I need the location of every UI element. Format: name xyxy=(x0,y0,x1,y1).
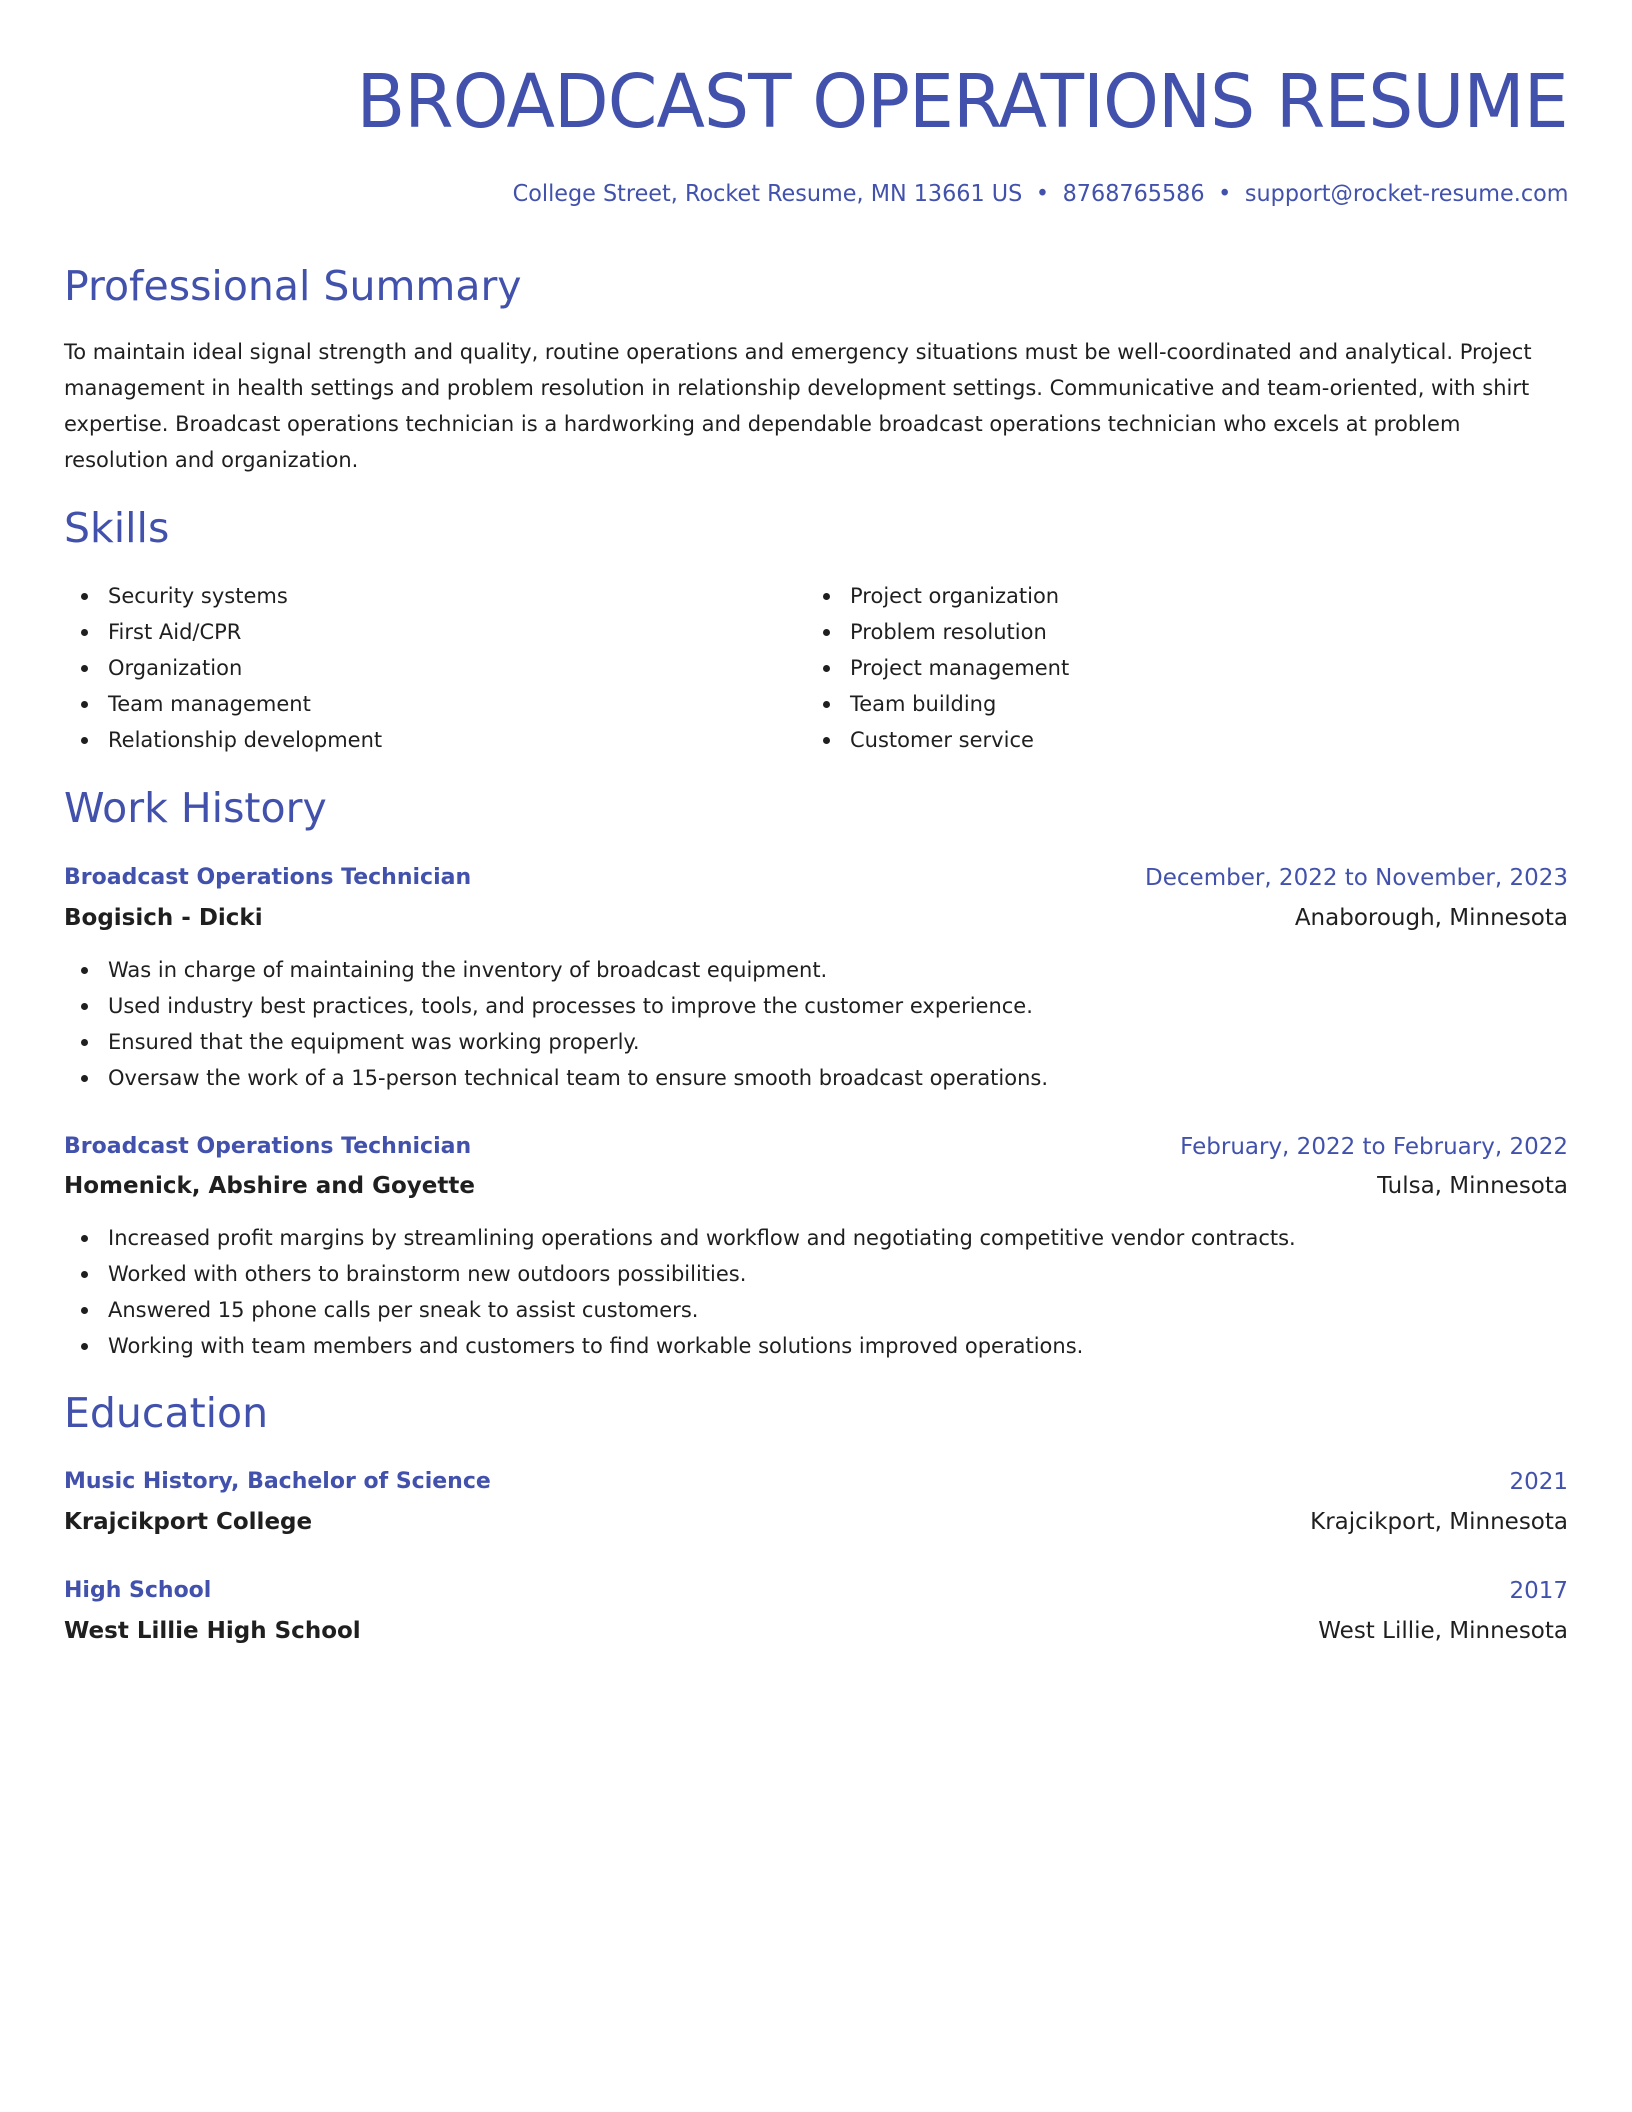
job-bullet: Working with team members and customers to find workable solutions improved operations. xyxy=(108,1328,1296,1364)
education-year: 2021 xyxy=(1509,1469,1568,1495)
contact-email[interactable]: support@rocket-resume.com xyxy=(1244,181,1568,207)
job-bullets xyxy=(64,1220,1296,1364)
skill-item: Security systems xyxy=(108,578,382,614)
job-location: Anaborough, Minnesota xyxy=(1294,905,1568,931)
education-degree: Music History, Bachelor of Science xyxy=(64,1469,491,1494)
skills-list-left xyxy=(64,578,382,758)
summary-text: To maintain ideal signal strength and quality, routine operations and emergency situations must be well-coordinated and analytical. Project management in health settings and problem resolution in relationship development settings. Communicative and team-oriented, with shirt expertise. Broadcast operations technician is a hardworking and dependable broadcast operations technician who excels at problem resolution and organization. xyxy=(64,340,1532,472)
education-heading: Education xyxy=(64,1389,269,1437)
skills-list-right xyxy=(806,578,1069,758)
education-school: West Lillie High School xyxy=(64,1618,361,1644)
job-bullet: Ensured that the equipment was working properly. xyxy=(108,1024,1048,1060)
work-history-heading: Work History xyxy=(64,784,327,832)
education-location: Krajcikport, Minnesota xyxy=(1310,1509,1568,1535)
skill-item: First Aid/CPR xyxy=(108,614,382,650)
job-company: Homenick, Abshire and Goyette xyxy=(64,1173,475,1199)
education-school: Krajcikport College xyxy=(64,1509,313,1535)
job-dates: December, 2022 to November, 2023 xyxy=(1145,865,1568,891)
job-bullet: Answered 15 phone calls per sneak to assist customers. xyxy=(108,1292,1296,1328)
job-title: Broadcast Operations Technician xyxy=(64,865,472,890)
job-dates: February, 2022 to February, 2022 xyxy=(1180,1134,1568,1160)
job-location: Tulsa, Minnesota xyxy=(1377,1173,1568,1199)
skill-item: Relationship development xyxy=(108,722,382,758)
contact-separator: • xyxy=(1035,181,1049,207)
education-year: 2017 xyxy=(1509,1578,1568,1604)
skill-item: Team building xyxy=(850,686,1069,722)
job-bullet: Increased profit margins by streamlining operations and workflow and negotiating competitive vendor contracts. xyxy=(108,1220,1296,1256)
job-bullet: Was in charge of maintaining the inventory of broadcast equipment. xyxy=(108,952,1048,988)
job-bullet: Worked with others to brainstorm new outdoors possibilities. xyxy=(108,1256,1296,1292)
contact-line xyxy=(512,178,1568,210)
skill-item: Customer service xyxy=(850,722,1069,758)
job-bullet: Used industry best practices, tools, and processes to improve the customer experience. xyxy=(108,988,1048,1024)
skills-heading: Skills xyxy=(64,504,170,552)
contact-phone[interactable]: 8768765586 xyxy=(1062,181,1205,207)
job-title: Broadcast Operations Technician xyxy=(64,1134,472,1159)
education-location: West Lillie, Minnesota xyxy=(1318,1618,1568,1644)
skill-item: Organization xyxy=(108,650,382,686)
summary-heading: Professional Summary xyxy=(64,262,522,310)
skill-item: Project management xyxy=(850,650,1069,686)
job-company: Bogisich - Dicki xyxy=(64,905,263,931)
education-degree: High School xyxy=(64,1578,212,1603)
skill-item: Project organization xyxy=(850,578,1069,614)
contact-address: College Street, Rocket Resume, MN 13661 US xyxy=(512,181,1022,207)
contact-separator: • xyxy=(1217,181,1231,207)
skill-item: Problem resolution xyxy=(850,614,1069,650)
resume-title: BROADCAST OPERATIONS RESUME xyxy=(356,59,1568,145)
job-bullets xyxy=(64,952,1048,1096)
job-bullet: Oversaw the work of a 15-person technical team to ensure smooth broadcast operations. xyxy=(108,1060,1048,1096)
skill-item: Team management xyxy=(108,686,382,722)
